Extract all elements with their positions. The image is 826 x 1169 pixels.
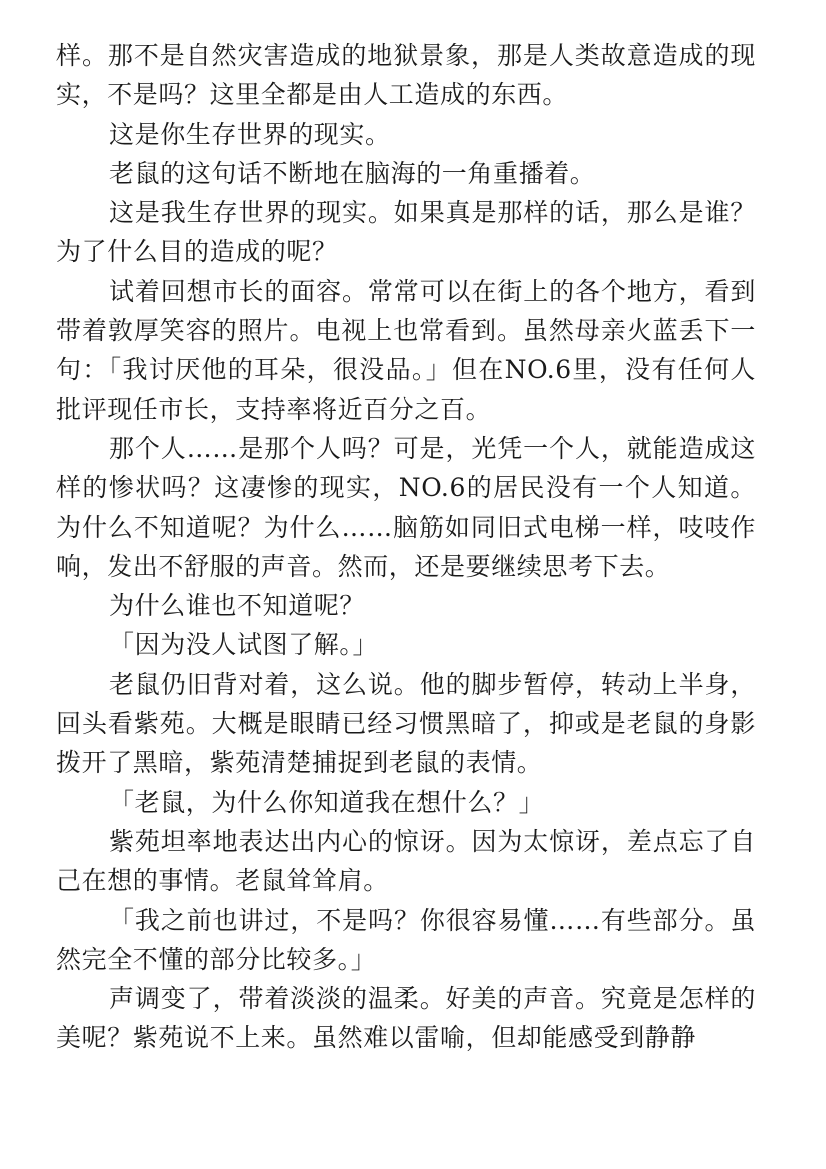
paragraph: 老鼠仍旧背对着，这么说。他的脚步暂停，转动上半身，回头看紫苑。大概是眼睛已经习惯黑暗了，抑或是老鼠的身影拨开了黑暗，紫苑清楚捕捉到老鼠的表情。: [56, 669, 756, 778]
paragraph: 声调变了，带着淡淡的温柔。好美的声音。究竟是怎样的美呢？紫苑说不上来。虽然难以雷喻，但却能感受到静静: [56, 984, 756, 1053]
paragraph: 紫苑坦率地表达出内心的惊讶。因为太惊讶，差点忘了自己在想的事情。老鼠耸耸肩。: [56, 826, 756, 896]
paragraph: 「老鼠，为什么你知道我在想什么？」: [109, 787, 545, 817]
paragraph: 这是我生存世界的现实。如果真是那样的话，那么是谁？为了什么目的造成的呢？: [56, 198, 756, 267]
paragraph: 「因为没人试图了解。」: [109, 630, 379, 660]
paragraph: 老鼠的这句话不断地在脑海的一角重播着。: [109, 158, 596, 188]
paragraph: 这是你生存世界的现实。: [109, 119, 391, 149]
paragraph: 那个人……是那个人吗？可是，光凭一个人，就能造成这样的惨状吗？这凄惨的现实，NO.6的居民没有一个人知道。为什么不知道呢？为什么……脑筋如同旧式电梯一样，吱吱作响，发出不舒服的声音。然而，还是要继续思考下去。: [56, 433, 756, 581]
document-page: [56, 36, 756, 1058]
paragraph: 「我之前也讲过，不是吗？你很容易懂……有些部分。虽然完全不懂的部分比较多。」: [56, 905, 756, 974]
paragraph: 样。那不是自然灾害造成的地狱景象，那是人类故意造成的现实，不是吗？这里全都是由人工造成的东西。: [56, 41, 756, 110]
paragraph: 为什么谁也不知道呢？: [109, 591, 366, 621]
paragraph: 试着回想市长的面容。常常可以在街上的各个地方，看到带着敦厚笑容的照片。电视上也常看到。虽然母亲火蓝丢下一句：「我讨厌他的耳朵，很没品。」但在NO.6里，没有任何人批评现任市长，支持率将近百分之百。: [56, 276, 756, 424]
